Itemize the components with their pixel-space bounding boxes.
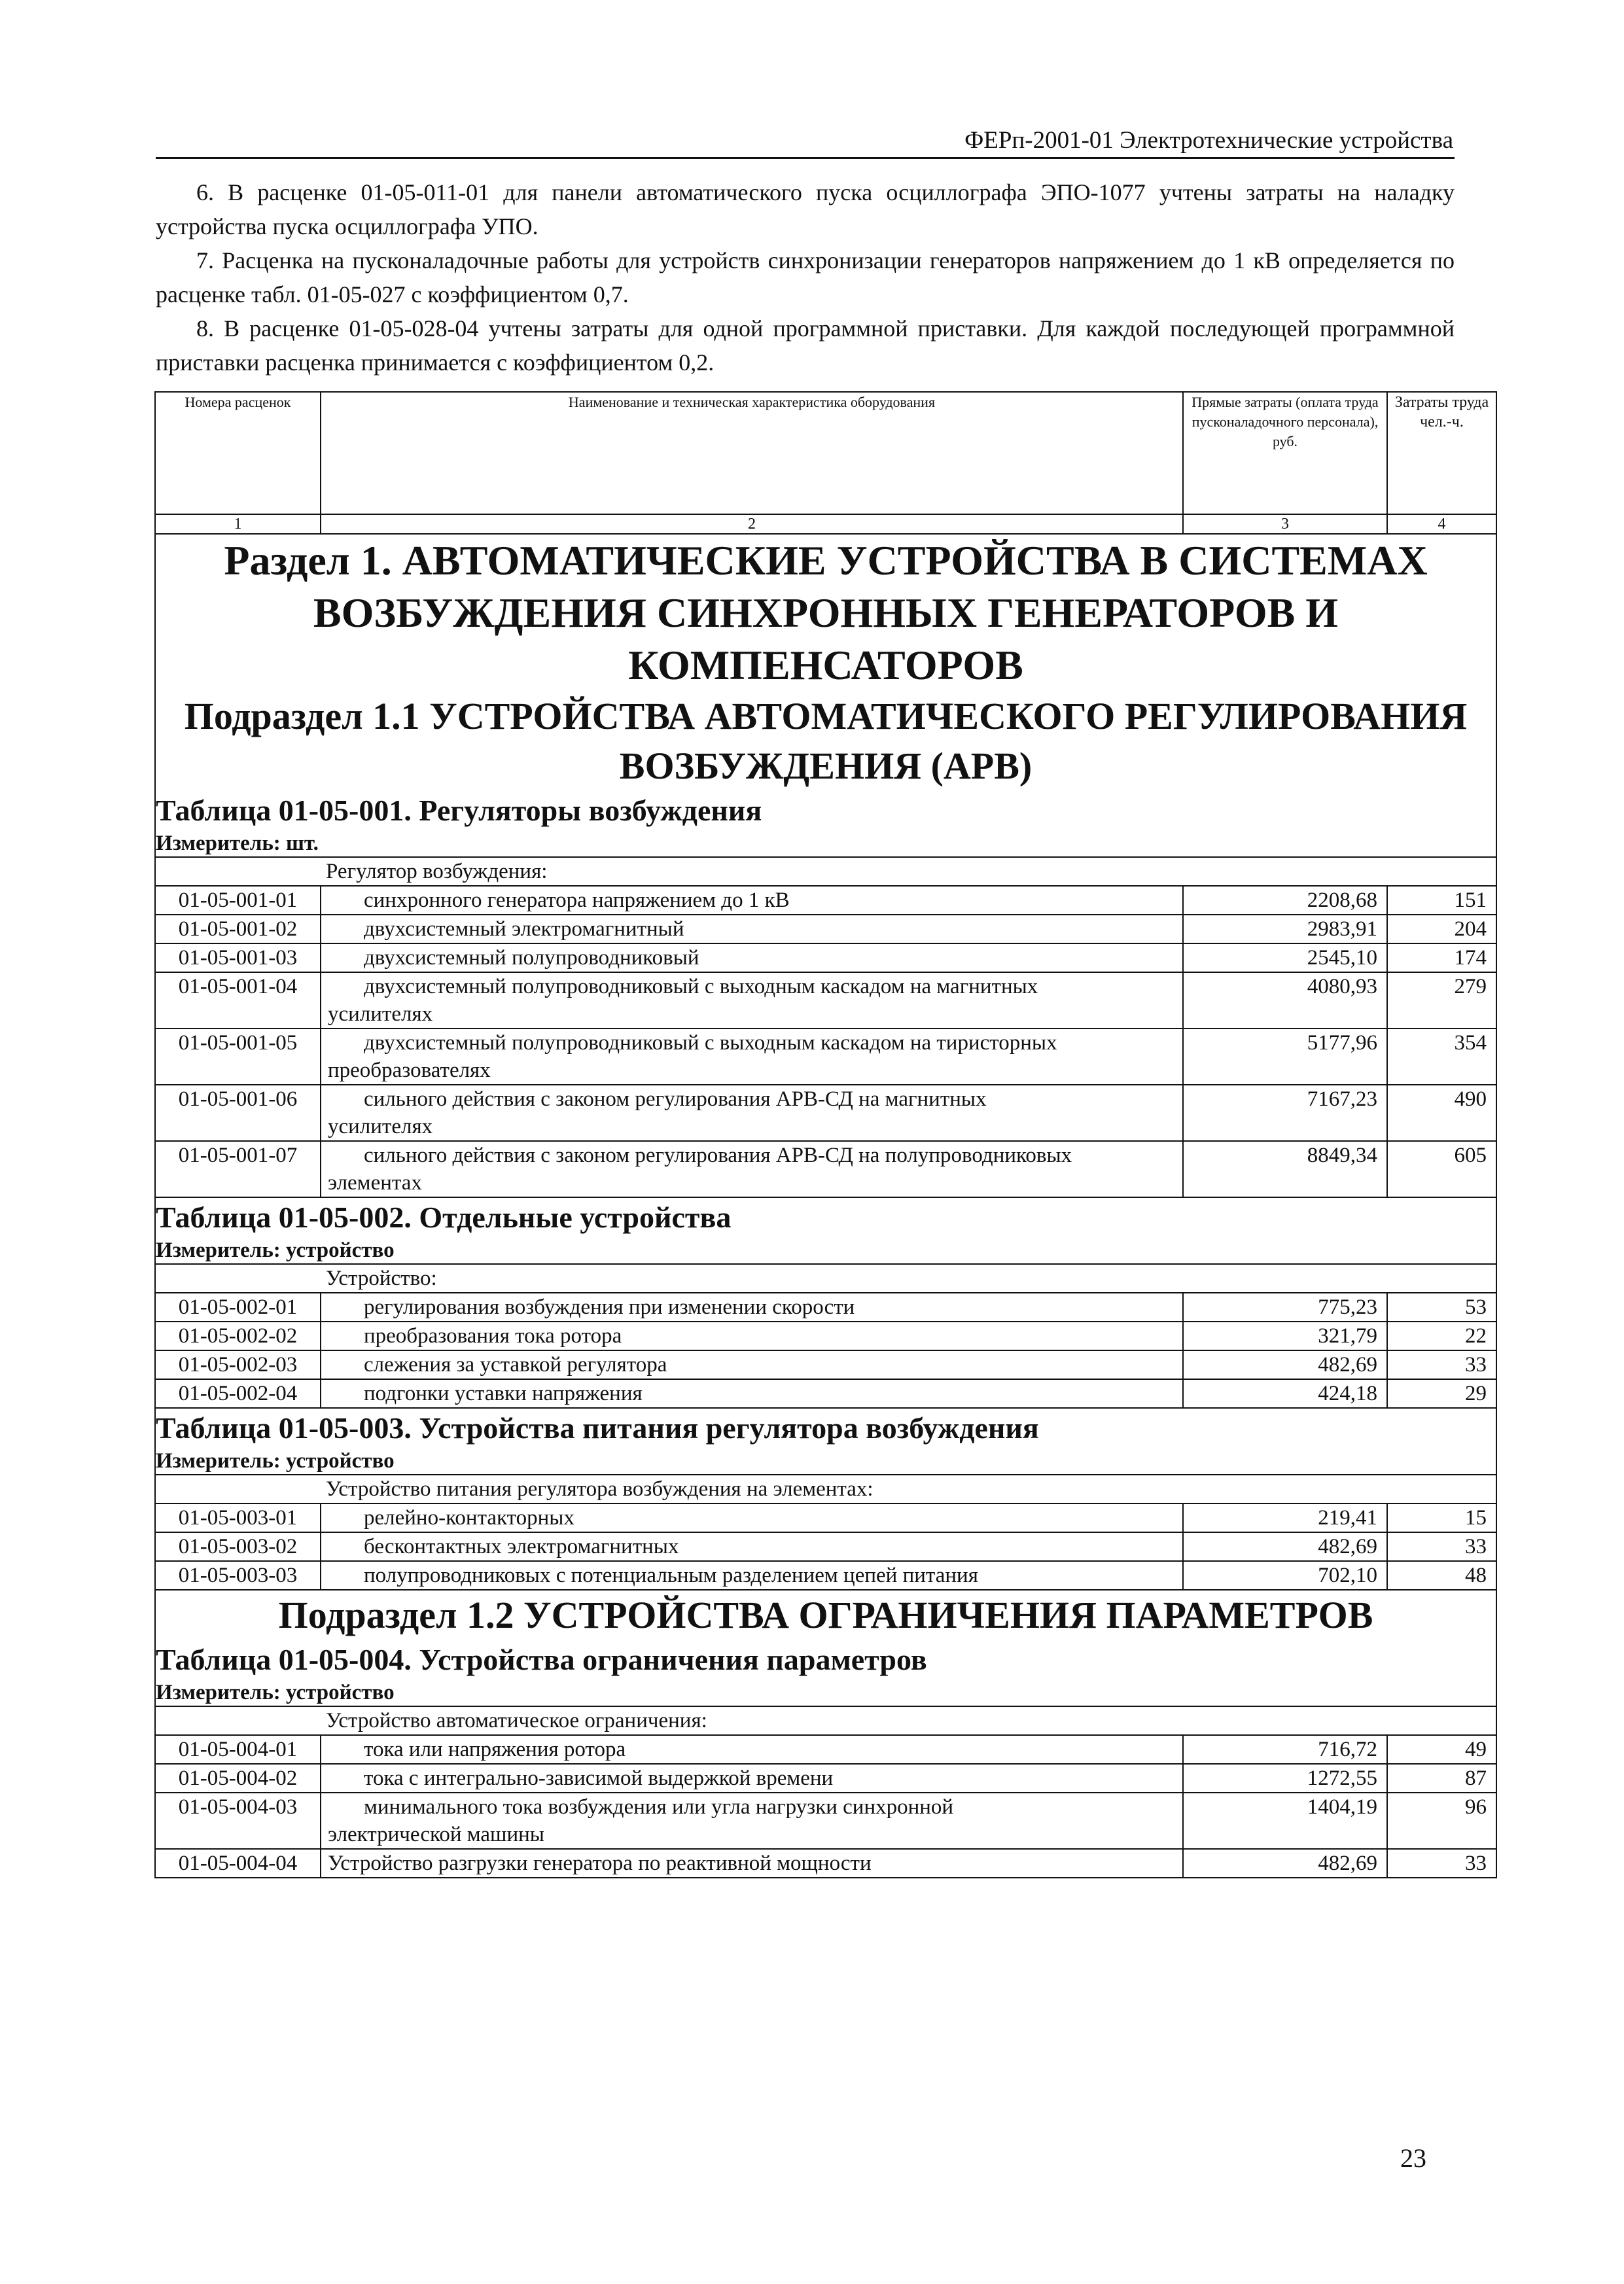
rate-name: слежения за уставкой регулятора [364, 1353, 667, 1377]
rate-name-continuation: усилителях [328, 1115, 433, 1138]
rate-name-cell [321, 1735, 1183, 1764]
rate-price: 1272,55 [1183, 1764, 1387, 1793]
table-row [155, 972, 1496, 1028]
rate-price: 482,69 [1183, 1849, 1387, 1878]
rate-name: тока или напряжения ротора [364, 1738, 626, 1761]
rate-name-cell [321, 943, 1183, 972]
measure-row [155, 830, 1496, 857]
rate-code: 01-05-001-06 [155, 1085, 321, 1141]
table-row [155, 1322, 1496, 1350]
measure-row [155, 1237, 1496, 1264]
rate-name-cell [321, 1561, 1183, 1590]
rate-labor: 279 [1387, 972, 1496, 1028]
rate-price: 482,69 [1183, 1350, 1387, 1379]
rate-price: 2983,91 [1183, 915, 1387, 943]
rate-price: 1404,19 [1183, 1793, 1387, 1849]
note-8: 8. В расценке 01-05-028-04 учтены затраты для одной программной приставки. Для каждой последующей программной приставки расценка принимается с коэффициентом 0,2. [156, 315, 1455, 376]
rate-name: синхронного генератора напряжением до 1 кВ [364, 888, 790, 912]
table-row [155, 943, 1496, 972]
table-row [155, 1793, 1496, 1849]
rate-labor: 53 [1387, 1293, 1496, 1322]
table-row [155, 1028, 1496, 1085]
rate-name: подгонки уставки напряжения [364, 1382, 643, 1405]
table-title: Таблица 01-05-003. Устройства питания регулятора возбуждения [155, 1408, 1496, 1448]
page-number: 23 [1400, 2143, 1426, 2173]
rate-name: регулирования возбуждения при изменении скорости [364, 1295, 855, 1319]
col-number-2: 2 [321, 514, 1183, 534]
rate-code: 01-05-004-04 [155, 1849, 321, 1878]
rate-name: релейно-контакторных [364, 1506, 574, 1530]
notes [156, 175, 1455, 379]
rate-code: 01-05-001-07 [155, 1141, 321, 1197]
rate-name-cell [321, 972, 1183, 1028]
rate-price: 702,10 [1183, 1561, 1387, 1590]
table-row [155, 1849, 1496, 1878]
rate-name: минимального тока возбуждения или угла нагрузки синхронной [364, 1795, 954, 1819]
measure-unit: Измеритель: шт. [155, 830, 1496, 857]
rate-code: 01-05-001-05 [155, 1028, 321, 1085]
col-number-3: 3 [1183, 514, 1387, 534]
section-title-row [155, 534, 1496, 692]
rate-name-cell [321, 1085, 1183, 1141]
rate-name-cell [321, 1849, 1183, 1878]
rates-table [154, 391, 1497, 1878]
rate-price: 2208,68 [1183, 886, 1387, 915]
header-col-name: Наименование и техническая характеристика оборудования [321, 392, 1183, 514]
rate-name-continuation: усилителях [328, 1002, 433, 1026]
note-7: 7. Расценка на пусконаладочные работы для устройств синхронизации генераторов напряжением до 1 кВ определяется по расценке табл. 01-05-027 с коэффициентом 0,7. [156, 247, 1455, 307]
measure-unit: Измеритель: устройство [155, 1448, 1496, 1475]
rate-price: 219,41 [1183, 1503, 1387, 1532]
rate-code: 01-05-004-01 [155, 1735, 321, 1764]
rate-name: двухсистемный полупроводниковый с выходным каскадом на тиристорных [364, 1031, 1057, 1055]
running-header [156, 124, 1455, 159]
rate-code: 01-05-004-02 [155, 1764, 321, 1793]
rate-name-cell [321, 1293, 1183, 1322]
header-col-labor: Затраты труда чел.-ч. [1387, 392, 1496, 514]
table-row [155, 915, 1496, 943]
rate-price: 716,72 [1183, 1735, 1387, 1764]
rate-labor: 96 [1387, 1793, 1496, 1849]
rate-labor: 490 [1387, 1085, 1496, 1141]
rate-labor: 33 [1387, 1849, 1496, 1878]
col-number-1: 1 [155, 514, 321, 534]
rate-name: сильного действия с законом регулирования АРВ-СД на полупроводниковых [364, 1144, 1072, 1167]
rate-code: 01-05-003-03 [155, 1561, 321, 1590]
group-row [155, 1706, 1496, 1735]
header-title: ФЕРп-2001-01 Электротехнические устройства [964, 127, 1453, 154]
rate-name: двухсистемный полупроводниковый с выходным каскадом на магнитных [364, 975, 1038, 998]
table-title: Таблица 01-05-004. Устройства ограничения параметров [155, 1640, 1496, 1679]
rate-name-cell [321, 1379, 1183, 1408]
rate-price: 321,79 [1183, 1322, 1387, 1350]
rate-name: сильного действия с законом регулирования АРВ-СД на магнитных [364, 1087, 987, 1111]
group-label: Устройство питания регулятора возбуждения на элементах: [155, 1475, 1496, 1503]
rate-name-continuation: элементах [328, 1171, 422, 1195]
table-title-row [155, 1408, 1496, 1448]
table-row [155, 1141, 1496, 1197]
table-title-row [155, 791, 1496, 830]
rate-code: 01-05-004-03 [155, 1793, 321, 1849]
rate-price: 775,23 [1183, 1293, 1387, 1322]
rate-name: преобразования тока ротора [364, 1324, 622, 1348]
rate-price: 482,69 [1183, 1532, 1387, 1561]
rate-name-cell [321, 1350, 1183, 1379]
rate-name-cell [321, 1793, 1183, 1849]
measure-unit: Измеритель: устройство [155, 1679, 1496, 1706]
table-row [155, 1350, 1496, 1379]
rate-code: 01-05-001-01 [155, 886, 321, 915]
group-label: Регулятор возбуждения: [155, 857, 1496, 886]
rate-name-cell [321, 1141, 1183, 1197]
table-header-row [155, 392, 1496, 514]
group-label: Устройство: [155, 1264, 1496, 1293]
rate-code: 01-05-002-04 [155, 1379, 321, 1408]
rate-name: двухсистемный полупроводниковый [364, 946, 699, 970]
rate-price: 424,18 [1183, 1379, 1387, 1408]
rate-labor: 48 [1387, 1561, 1496, 1590]
table-row [155, 1379, 1496, 1408]
table-row [155, 1735, 1496, 1764]
rate-price: 4080,93 [1183, 972, 1387, 1028]
table-title-row [155, 1640, 1496, 1679]
table-row [155, 1532, 1496, 1561]
rate-price: 7167,23 [1183, 1085, 1387, 1141]
rate-name-cell [321, 1322, 1183, 1350]
rate-labor: 49 [1387, 1735, 1496, 1764]
table-title: Таблица 01-05-002. Отдельные устройства [155, 1197, 1496, 1237]
rate-name-cell [321, 1028, 1183, 1085]
rate-labor: 29 [1387, 1379, 1496, 1408]
group-label: Устройство автоматическое ограничения: [155, 1706, 1496, 1735]
rate-labor: 605 [1387, 1141, 1496, 1197]
rate-labor: 33 [1387, 1532, 1496, 1561]
group-row [155, 857, 1496, 886]
rate-name-cell [321, 1764, 1183, 1793]
table-row [155, 886, 1496, 915]
section-title: Раздел 1. АВТОМАТИЧЕСКИЕ УСТРОЙСТВА В СИСТЕМАХ ВОЗБУЖДЕНИЯ СИНХРОННЫХ ГЕНЕРАТОРОВ И КОМПЕНСАТОРОВ [155, 534, 1496, 692]
table-title-row [155, 1197, 1496, 1237]
table-row [155, 1764, 1496, 1793]
subsection-1-1-row [155, 692, 1496, 791]
rate-name: тока с интегрально-зависимой выдержкой времени [364, 1766, 834, 1790]
rate-code: 01-05-001-04 [155, 972, 321, 1028]
rate-code: 01-05-001-03 [155, 943, 321, 972]
rate-code: 01-05-002-03 [155, 1350, 321, 1379]
rate-name-cell [321, 1503, 1183, 1532]
measure-unit: Измеритель: устройство [155, 1237, 1496, 1264]
header-col-price: Прямые затраты (оплата труда пусконаладочного персонала), руб. [1183, 392, 1387, 514]
measure-row [155, 1679, 1496, 1706]
rate-name-cell [321, 886, 1183, 915]
table-row [155, 1503, 1496, 1532]
rate-name-continuation: преобразователях [328, 1059, 491, 1082]
rate-price: 2545,10 [1183, 943, 1387, 972]
rate-labor: 174 [1387, 943, 1496, 972]
table-title: Таблица 01-05-001. Регуляторы возбуждения [155, 791, 1496, 830]
rate-name-cell [321, 1532, 1183, 1561]
rate-labor: 354 [1387, 1028, 1496, 1085]
table-row [155, 1085, 1496, 1141]
subsection-title: Подраздел 1.1 УСТРОЙСТВА АВТОМАТИЧЕСКОГО РЕГУЛИРОВАНИЯ ВОЗБУЖДЕНИЯ (АРВ) [155, 692, 1496, 791]
rate-name: бесконтактных электромагнитных [364, 1535, 679, 1558]
rate-name: полупроводниковых с потенциальным разделением цепей питания [364, 1564, 978, 1587]
rate-labor: 22 [1387, 1322, 1496, 1350]
rate-labor: 15 [1387, 1503, 1496, 1532]
rate-name-continuation: электрической машины [328, 1823, 544, 1846]
col-number-4: 4 [1387, 514, 1496, 534]
rate-labor: 33 [1387, 1350, 1496, 1379]
rate-price: 5177,96 [1183, 1028, 1387, 1085]
measure-row [155, 1448, 1496, 1475]
subsection-1-2-row [155, 1590, 1496, 1640]
rate-name-cell [321, 915, 1183, 943]
rate-labor: 87 [1387, 1764, 1496, 1793]
header-col-code: Номера расценок [155, 392, 321, 514]
rate-name: Устройство разгрузки генератора по реактивной мощности [328, 1852, 872, 1875]
group-row [155, 1264, 1496, 1293]
table-row [155, 1561, 1496, 1590]
rates-table-wrapper [154, 391, 1496, 1878]
rate-code: 01-05-002-02 [155, 1322, 321, 1350]
subsection-title: Подраздел 1.2 УСТРОЙСТВА ОГРАНИЧЕНИЯ ПАРАМЕТРОВ [155, 1590, 1496, 1640]
note-6: 6. В расценке 01-05-011-01 для панели автоматического пуска осциллографа ЭПО-1077 учтены затраты на наладку устройства пуска осциллографа УПО. [156, 179, 1455, 239]
rate-name: двухсистемный электромагнитный [364, 917, 684, 941]
rate-code: 01-05-002-01 [155, 1293, 321, 1322]
rate-labor: 204 [1387, 915, 1496, 943]
column-numbers-row [155, 514, 1496, 534]
rate-labor: 151 [1387, 886, 1496, 915]
rate-code: 01-05-001-02 [155, 915, 321, 943]
group-row [155, 1475, 1496, 1503]
rate-price: 8849,34 [1183, 1141, 1387, 1197]
rate-code: 01-05-003-02 [155, 1532, 321, 1561]
rate-code: 01-05-003-01 [155, 1503, 321, 1532]
table-row [155, 1293, 1496, 1322]
